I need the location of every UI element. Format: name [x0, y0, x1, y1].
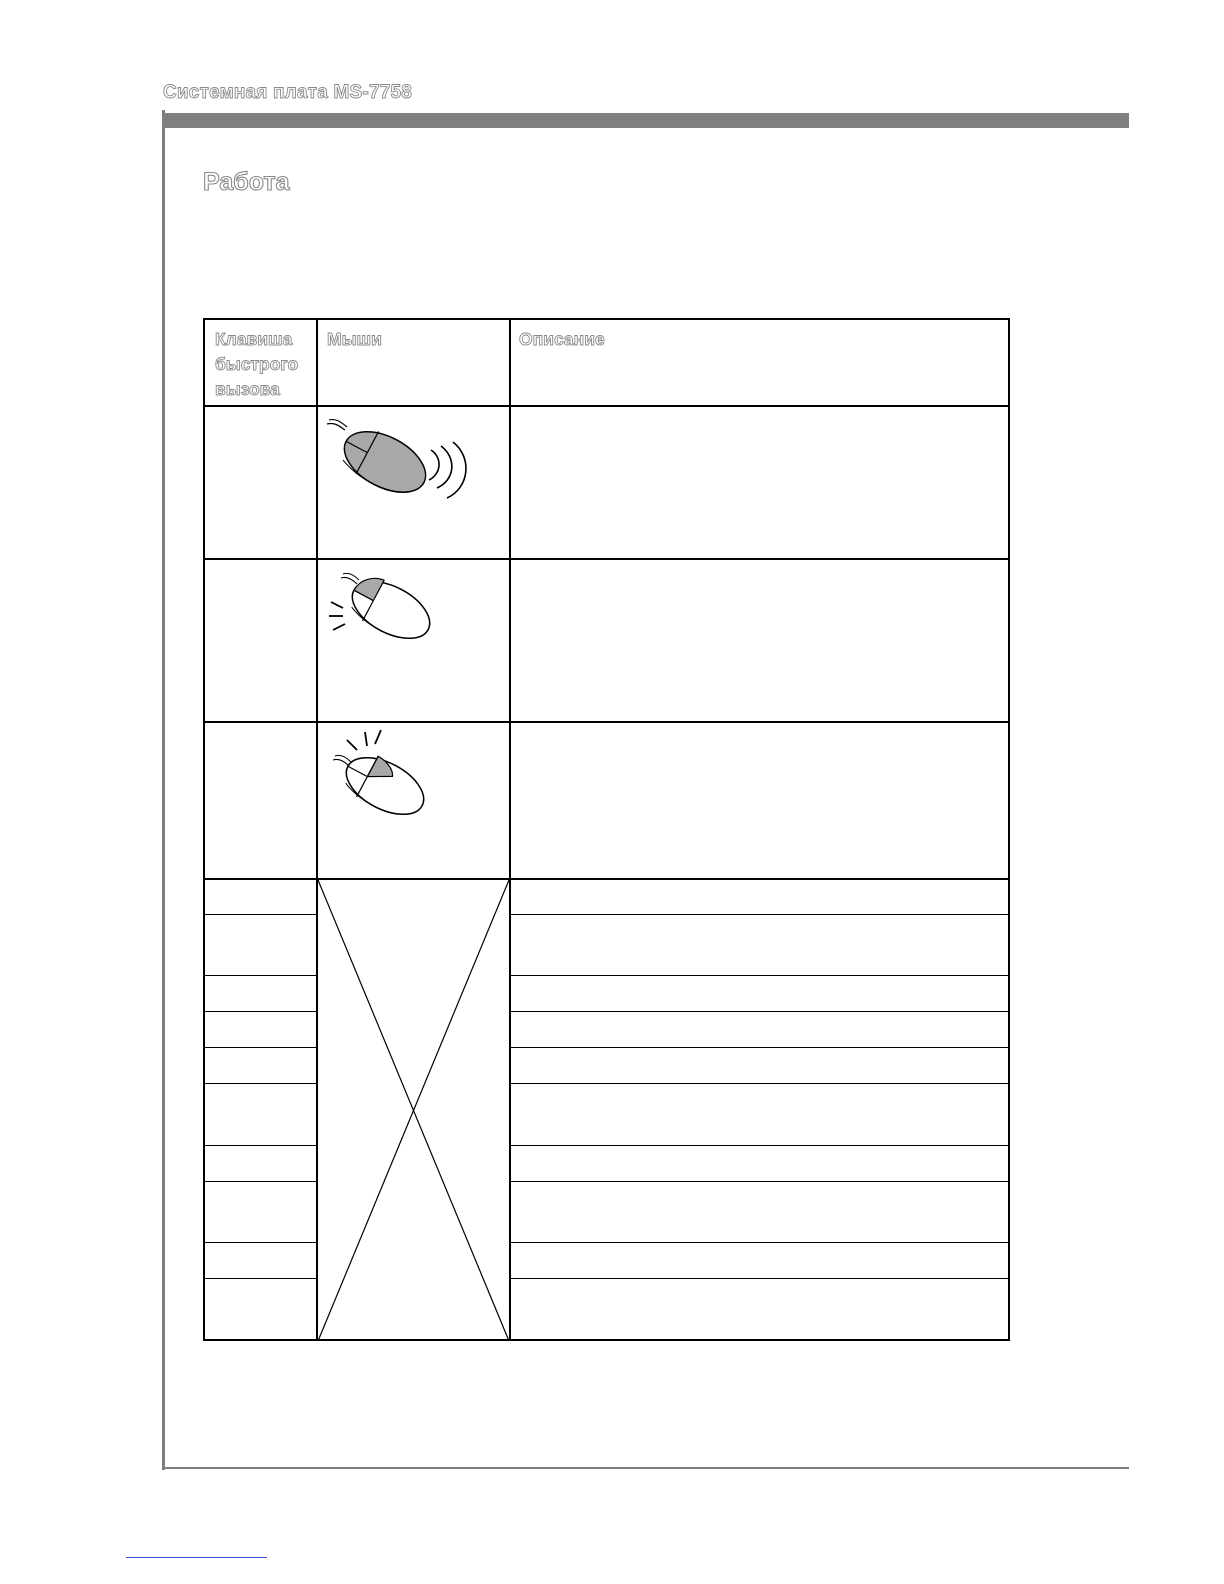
mouse-right-click-icon — [325, 728, 445, 818]
row-divider — [205, 1083, 316, 1084]
row-divider — [205, 914, 316, 915]
frame-left-border — [162, 110, 165, 1470]
row-divider — [511, 975, 1008, 976]
row-divider — [511, 1145, 1008, 1146]
row-divider — [205, 1278, 316, 1279]
row-divider — [205, 1011, 316, 1012]
row-divider — [205, 721, 1008, 723]
header-bar — [165, 113, 1129, 128]
row-divider — [205, 405, 1008, 407]
row-divider — [511, 1181, 1008, 1182]
row-divider — [511, 1047, 1008, 1048]
column-header-description: Описание — [519, 329, 605, 349]
hotkey-table — [203, 318, 1010, 1341]
column-header-mouse: Мыши — [327, 329, 382, 349]
row-divider — [511, 1011, 1008, 1012]
column-header-hotkey: Клавиша быстрого вызова — [215, 329, 299, 399]
row-divider — [205, 975, 316, 976]
row-divider — [511, 1278, 1008, 1279]
row-divider — [205, 1181, 316, 1182]
row-divider — [205, 558, 1008, 560]
row-divider — [205, 1047, 316, 1048]
frame-bottom-border — [162, 1467, 1129, 1469]
column-divider — [509, 320, 511, 1339]
row-divider — [511, 914, 1008, 915]
row-divider — [205, 1242, 316, 1243]
mouse-move-icon — [325, 414, 475, 504]
footer-link-underline[interactable] — [126, 1557, 267, 1558]
row-divider — [511, 1242, 1008, 1243]
crossed-out-cell — [318, 880, 509, 1341]
mouse-left-click-icon — [325, 568, 445, 648]
row-divider — [205, 1145, 316, 1146]
row-divider — [511, 1083, 1008, 1084]
page-header-title: Системная плата MS-7758 — [163, 82, 413, 103]
section-title: Работа — [203, 168, 290, 196]
